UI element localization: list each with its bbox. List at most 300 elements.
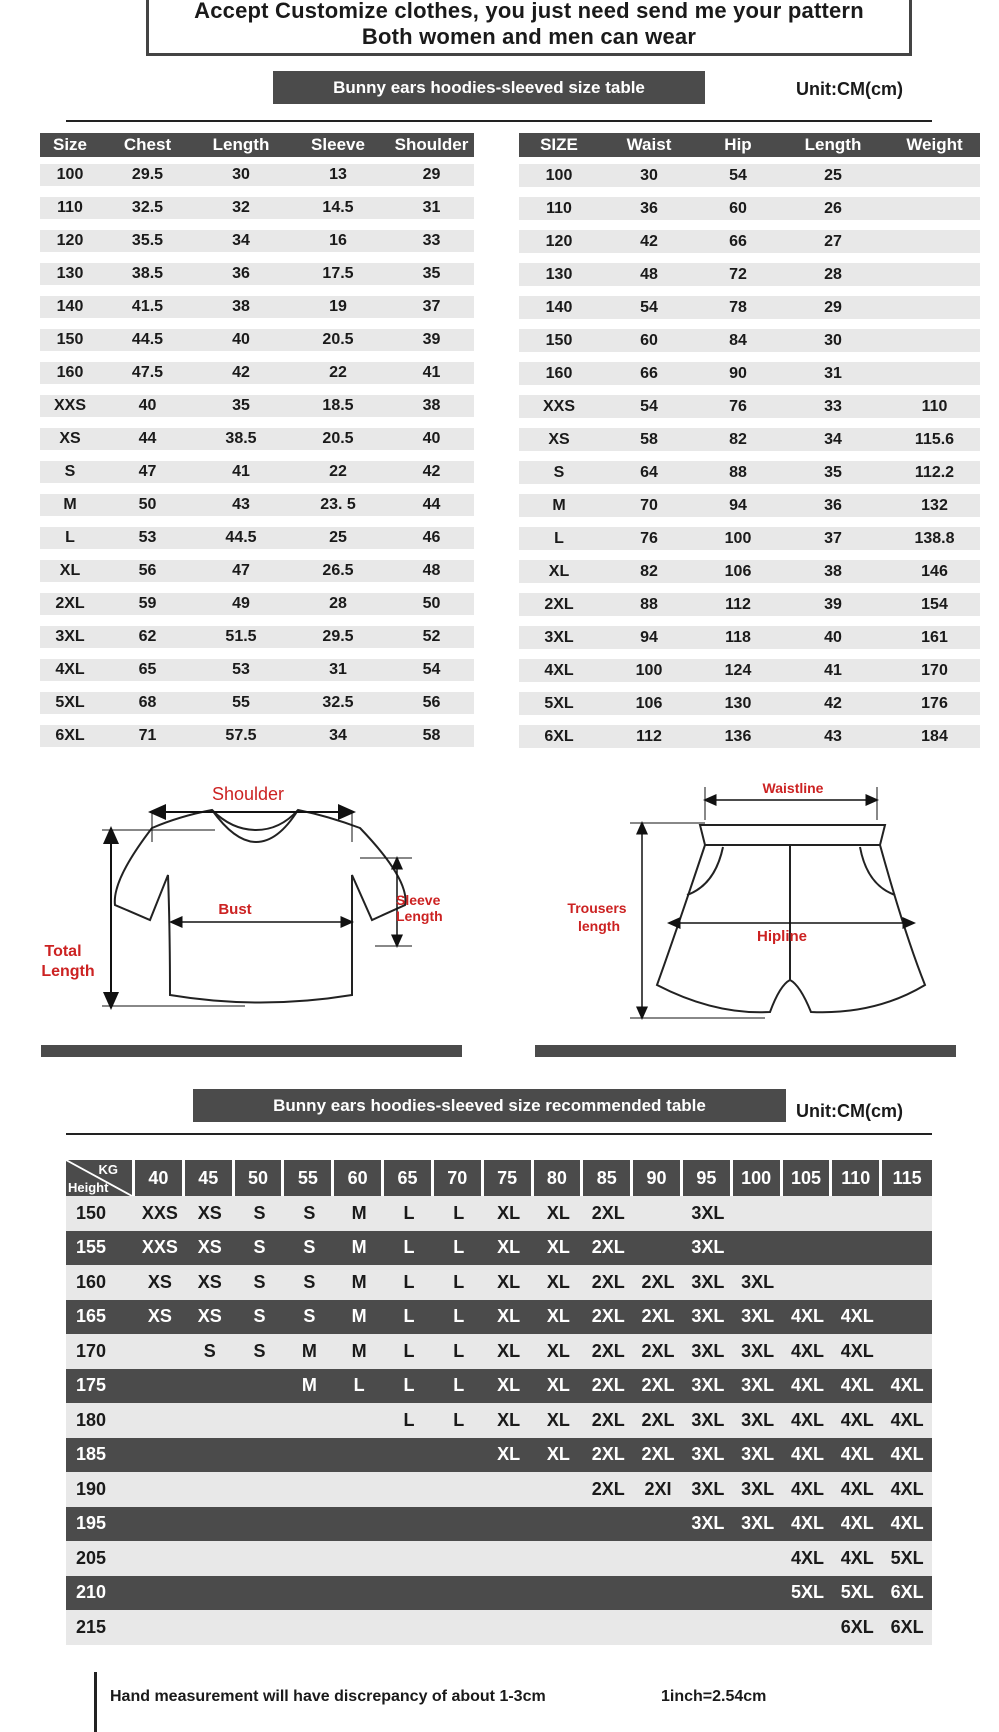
pants-table-cell xyxy=(889,355,980,388)
size-cell xyxy=(434,1507,484,1542)
pants-table-header-size: SIZE xyxy=(519,133,599,157)
height-cell: 185 xyxy=(66,1438,135,1473)
size-cell: 2XL xyxy=(633,1334,683,1369)
top-table-cell xyxy=(287,553,389,586)
top-table-cell-value: 44.5 xyxy=(100,329,195,351)
size-cell: M xyxy=(334,1334,384,1369)
pants-table-cell xyxy=(519,190,599,223)
size-cell: 4XL xyxy=(832,1472,882,1507)
top-table-cell-value: 65 xyxy=(100,659,195,681)
top-table-cell-value: 140 xyxy=(40,296,100,318)
size-cell: XL xyxy=(484,1300,534,1335)
trousers-length-label-2: length xyxy=(578,918,620,934)
pants-table-cell xyxy=(699,553,777,586)
top-table-cell xyxy=(195,355,287,388)
size-cell: 3XL xyxy=(733,1265,783,1300)
recommend-row xyxy=(66,1231,932,1266)
pants-table-cell-value: S xyxy=(519,461,599,484)
pants-table-cell xyxy=(599,355,699,388)
size-cell: L xyxy=(384,1300,434,1335)
pants-table-cell xyxy=(889,256,980,289)
top-table-row xyxy=(40,619,474,652)
pants-size-table xyxy=(519,133,980,751)
top-table-row xyxy=(40,388,474,421)
size-cell: 2XL xyxy=(583,1438,633,1473)
top-table-cell-value: 150 xyxy=(40,329,100,351)
size-cell xyxy=(334,1472,384,1507)
size-cell xyxy=(733,1541,783,1576)
hipline-label: Hipline xyxy=(757,928,808,945)
top-table-cell xyxy=(195,157,287,190)
size-cell xyxy=(135,1472,185,1507)
weight-header: 85 xyxy=(583,1160,633,1196)
size-cell: M xyxy=(284,1369,334,1404)
top-table-cell-value: 37 xyxy=(389,296,474,318)
pants-table-cell xyxy=(777,685,889,718)
pants-table-cell-value: 54 xyxy=(599,395,699,418)
pants-table-cell xyxy=(599,520,699,553)
shoulder-label: Shoulder xyxy=(211,784,285,804)
pants-table-row xyxy=(519,685,980,718)
pants-table-cell-value: 27 xyxy=(777,230,889,253)
pants-table-cell xyxy=(699,586,777,619)
pants-table-cell-value: 31 xyxy=(777,362,889,385)
size-cell: 3XL xyxy=(733,1472,783,1507)
top-table-cell xyxy=(195,454,287,487)
weight-header: 70 xyxy=(434,1160,484,1196)
top-table-cell xyxy=(287,454,389,487)
pants-table-cell-value: 3XL xyxy=(519,626,599,649)
separator-bar-left xyxy=(41,1045,462,1057)
pants-table-cell-value: 35 xyxy=(777,461,889,484)
top-table-row xyxy=(40,223,474,256)
height-cell: 160 xyxy=(66,1265,135,1300)
top-table-cell xyxy=(100,652,195,685)
pants-table-row xyxy=(519,190,980,223)
pants-table-cell xyxy=(519,157,599,190)
pants-table-cell-value: XS xyxy=(519,428,599,451)
pants-table-cell xyxy=(699,256,777,289)
size-cell: 2XL xyxy=(583,1369,633,1404)
top-table-row xyxy=(40,322,474,355)
size-cell xyxy=(135,1334,185,1369)
pants-table-cell-value: 34 xyxy=(777,428,889,451)
pants-table-cell-value xyxy=(889,164,980,187)
pants-table-row xyxy=(519,256,980,289)
size-cell: XL xyxy=(534,1231,584,1266)
top-table-row xyxy=(40,421,474,454)
pants-table-cell xyxy=(777,718,889,751)
size-cell xyxy=(484,1472,534,1507)
top-table-cell xyxy=(100,289,195,322)
top-table-cell-value: 16 xyxy=(287,230,389,252)
height-cell: 180 xyxy=(66,1403,135,1438)
size-cell: 4XL xyxy=(783,1472,833,1507)
weight-header: 55 xyxy=(284,1160,334,1196)
size-cell: L xyxy=(384,1196,434,1231)
recommend-row xyxy=(66,1472,932,1507)
top-table-cell xyxy=(100,586,195,619)
top-table-cell xyxy=(195,520,287,553)
pants-table-cell xyxy=(519,322,599,355)
pants-table-cell xyxy=(599,652,699,685)
top-table-cell-value: 4XL xyxy=(40,659,100,681)
pants-table-cell-value: 38 xyxy=(777,560,889,583)
size-cell xyxy=(733,1196,783,1231)
top-size-table xyxy=(40,133,474,751)
pants-table-cell xyxy=(519,619,599,652)
top-table-row xyxy=(40,157,474,190)
top-table-cell xyxy=(389,487,474,520)
pants-table-cell-value xyxy=(889,197,980,220)
top-table-cell xyxy=(100,355,195,388)
size-cell xyxy=(334,1541,384,1576)
top-table-cell-value: 6XL xyxy=(40,725,100,747)
weight-header: 60 xyxy=(334,1160,384,1196)
height-cell: 165 xyxy=(66,1300,135,1335)
top-table-cell-value: 31 xyxy=(389,197,474,219)
size-cell xyxy=(235,1472,285,1507)
top-table-cell-value: 33 xyxy=(389,230,474,252)
top-table-cell xyxy=(389,520,474,553)
footer-conversion: 1inch=2.54cm xyxy=(661,1688,767,1705)
top-table-cell-value: XS xyxy=(40,428,100,450)
size-cell xyxy=(882,1231,932,1266)
top-table-cell-value: 57.5 xyxy=(195,725,287,747)
pants-table-cell xyxy=(699,157,777,190)
size-cell: M xyxy=(334,1300,384,1335)
size-cell xyxy=(384,1472,434,1507)
pants-table-cell-value: XL xyxy=(519,560,599,583)
top-table-cell xyxy=(100,487,195,520)
corner-kg-label: KG xyxy=(98,1162,118,1177)
top-table-cell xyxy=(100,256,195,289)
top-table-cell xyxy=(287,487,389,520)
size-cell: 4XL xyxy=(783,1300,833,1335)
pants-table-cell-value: 54 xyxy=(599,296,699,319)
top-table-cell xyxy=(40,718,100,751)
size-cell xyxy=(135,1610,185,1645)
weight-header: 105 xyxy=(783,1160,833,1196)
size-cell xyxy=(135,1369,185,1404)
size-cell xyxy=(384,1576,434,1611)
pants-table-cell-value xyxy=(889,362,980,385)
size-cell: 4XL xyxy=(783,1369,833,1404)
header-line-2: Both women and men can wear xyxy=(361,24,697,49)
top-table-cell xyxy=(287,289,389,322)
size-cell xyxy=(882,1265,932,1300)
size-cell xyxy=(185,1507,235,1542)
pants-table-header-weight: Weight xyxy=(889,133,980,157)
size-cell xyxy=(484,1541,534,1576)
size-cell: 4XL xyxy=(783,1438,833,1473)
size-cell xyxy=(334,1507,384,1542)
size-cell xyxy=(334,1576,384,1611)
top-table-cell xyxy=(389,421,474,454)
size-cell xyxy=(434,1472,484,1507)
header-line-1: Accept Customize clothes, you just need send me your pattern xyxy=(194,0,864,23)
top-table-cell xyxy=(287,355,389,388)
top-table-cell xyxy=(195,256,287,289)
top-table-cell-value: 38.5 xyxy=(100,263,195,285)
top-table-cell-value: 56 xyxy=(389,692,474,714)
size-cell xyxy=(534,1541,584,1576)
trousers-diagram xyxy=(555,775,945,1025)
top-table-cell-value: 53 xyxy=(195,659,287,681)
size-cell xyxy=(583,1541,633,1576)
top-table-cell-value: 38 xyxy=(389,395,474,417)
pants-table-cell-value: 90 xyxy=(699,362,777,385)
pants-table-cell xyxy=(777,487,889,520)
top-table-cell xyxy=(100,520,195,553)
size-cell: L xyxy=(434,1300,484,1335)
pants-table-row xyxy=(519,421,980,454)
size-cell: L xyxy=(434,1265,484,1300)
size-cell: XS xyxy=(185,1196,235,1231)
size-cell: 4XL xyxy=(783,1507,833,1542)
size-cell xyxy=(135,1576,185,1611)
top-table-cell-value: M xyxy=(40,494,100,516)
pants-table-cell xyxy=(777,157,889,190)
pants-table-cell-value: 4XL xyxy=(519,659,599,682)
size-cell: L xyxy=(384,1403,434,1438)
size-cell xyxy=(434,1610,484,1645)
weight-header: 115 xyxy=(882,1160,932,1196)
top-table-cell xyxy=(40,388,100,421)
pants-table-cell-value: 29 xyxy=(777,296,889,319)
size-cell: 3XL xyxy=(733,1403,783,1438)
pants-table-cell-value: 112.2 xyxy=(889,461,980,484)
size-cell: XL xyxy=(484,1196,534,1231)
pants-table-cell xyxy=(599,553,699,586)
size-cell: XS xyxy=(135,1300,185,1335)
size-cell: XL xyxy=(484,1369,534,1404)
recommend-row xyxy=(66,1265,932,1300)
pants-table-cell xyxy=(599,718,699,751)
size-cell xyxy=(882,1300,932,1335)
pants-table-cell-value: 26 xyxy=(777,197,889,220)
top-table-cell-value: 32.5 xyxy=(100,197,195,219)
size-cell: 3XL xyxy=(683,1196,733,1231)
pants-table-cell-value: 100 xyxy=(599,659,699,682)
top-table-cell xyxy=(195,223,287,256)
top-table-cell xyxy=(389,355,474,388)
top-table-cell-value: 42 xyxy=(195,362,287,384)
weight-header: 50 xyxy=(235,1160,285,1196)
height-cell: 190 xyxy=(66,1472,135,1507)
pants-table-cell-value: 30 xyxy=(599,164,699,187)
top-table-cell-value: 59 xyxy=(100,593,195,615)
recommend-row xyxy=(66,1610,932,1645)
recommend-title: Bunny ears hoodies-sleeved size recommended table xyxy=(193,1089,786,1122)
size-cell xyxy=(135,1438,185,1473)
pants-table-row xyxy=(519,586,980,619)
pants-table-cell xyxy=(599,487,699,520)
pants-table-cell-value: 28 xyxy=(777,263,889,286)
size-cell: M xyxy=(334,1196,384,1231)
pants-table-cell-value: 43 xyxy=(777,725,889,748)
size-cell xyxy=(334,1403,384,1438)
top-table-cell xyxy=(287,190,389,223)
size-cell xyxy=(783,1610,833,1645)
recommend-row xyxy=(66,1196,932,1231)
pants-table-cell-value: 88 xyxy=(699,461,777,484)
size-cell xyxy=(284,1507,334,1542)
pants-table-cell-value: 76 xyxy=(599,527,699,550)
size-cell xyxy=(633,1507,683,1542)
pants-table-cell-value: L xyxy=(519,527,599,550)
pants-table-cell xyxy=(519,388,599,421)
pants-table-cell xyxy=(889,718,980,751)
top-table-cell xyxy=(389,619,474,652)
size-cell: 3XL xyxy=(683,1231,733,1266)
top-table-cell-value: 40 xyxy=(389,428,474,450)
top-table-cell-value: 29.5 xyxy=(100,164,195,186)
pants-table-cell xyxy=(777,619,889,652)
pants-table-cell-value: 118 xyxy=(699,626,777,649)
pants-table-cell xyxy=(889,619,980,652)
size-cell xyxy=(235,1369,285,1404)
top-table-cell-value: 41 xyxy=(195,461,287,483)
top-table-cell-value: 18.5 xyxy=(287,395,389,417)
shirt-outline xyxy=(115,810,406,1003)
top-table-cell xyxy=(389,718,474,751)
top-table-cell xyxy=(100,421,195,454)
size-cell: XL xyxy=(534,1334,584,1369)
trousers-waistband xyxy=(700,825,885,845)
top-table-cell xyxy=(40,223,100,256)
top-table-cell xyxy=(40,256,100,289)
top-table-cell xyxy=(40,190,100,223)
top-table-cell-value: 43 xyxy=(195,494,287,516)
top-table-cell-value: 34 xyxy=(195,230,287,252)
top-table-header-sleeve: Sleeve xyxy=(287,133,389,157)
pants-table-cell-value: 120 xyxy=(519,230,599,253)
size-cell: 5XL xyxy=(882,1541,932,1576)
top-table-cell xyxy=(389,322,474,355)
size-cell xyxy=(185,1541,235,1576)
size-cell xyxy=(633,1610,683,1645)
height-cell: 170 xyxy=(66,1334,135,1369)
size-cell xyxy=(534,1472,584,1507)
top-table-cell xyxy=(389,289,474,322)
pants-table-cell xyxy=(519,487,599,520)
size-cell: 2XL xyxy=(633,1438,683,1473)
pants-table-cell xyxy=(777,190,889,223)
pants-table-cell-value: 66 xyxy=(599,362,699,385)
top-table-row xyxy=(40,487,474,520)
pants-table-row xyxy=(519,322,980,355)
pants-table-cell xyxy=(699,322,777,355)
weight-header: 90 xyxy=(633,1160,683,1196)
pants-table-cell xyxy=(777,652,889,685)
top-table-cell xyxy=(195,487,287,520)
recommend-row xyxy=(66,1438,932,1473)
size-cell: 4XL xyxy=(882,1507,932,1542)
pants-table-cell xyxy=(889,157,980,190)
top-table-cell-value: 20.5 xyxy=(287,329,389,351)
pants-table-cell xyxy=(699,487,777,520)
pants-table-cell xyxy=(519,454,599,487)
top-table-header-shoulder: Shoulder xyxy=(389,133,474,157)
top-table-header-size: Size xyxy=(40,133,100,157)
top-table-cell xyxy=(287,256,389,289)
pants-table-cell xyxy=(519,718,599,751)
size-cell xyxy=(235,1541,285,1576)
pants-table-cell xyxy=(599,256,699,289)
size-cell: 4XL xyxy=(832,1369,882,1404)
top-table-cell xyxy=(287,586,389,619)
top-table-cell-value: XXS xyxy=(40,395,100,417)
pants-table-cell xyxy=(599,619,699,652)
size-cell xyxy=(633,1231,683,1266)
pants-table-cell-value: 136 xyxy=(699,725,777,748)
pants-table-cell-value: 130 xyxy=(699,692,777,715)
top-table-cell xyxy=(100,718,195,751)
pants-table-cell-value: 60 xyxy=(599,329,699,352)
size-cell: 2XL xyxy=(583,1334,633,1369)
size-cell xyxy=(434,1541,484,1576)
size-cell: 3XL xyxy=(733,1438,783,1473)
top-table-cell xyxy=(100,388,195,421)
top-table-cell-value: 44 xyxy=(100,428,195,450)
recommend-row xyxy=(66,1507,932,1542)
shirt-diagram xyxy=(30,770,470,1015)
size-cell: 3XL xyxy=(733,1334,783,1369)
recommend-row xyxy=(66,1369,932,1404)
pants-table-cell-value: 130 xyxy=(519,263,599,286)
pants-table-cell-value: 110 xyxy=(889,395,980,418)
pants-table-cell-value xyxy=(889,230,980,253)
pants-table-cell xyxy=(699,289,777,322)
pants-table-cell-value: 106 xyxy=(699,560,777,583)
top-table-cell xyxy=(40,355,100,388)
pants-table-cell-value xyxy=(889,329,980,352)
size-cell: S xyxy=(284,1265,334,1300)
top-table-cell xyxy=(40,619,100,652)
recommend-row xyxy=(66,1300,932,1335)
top-table-cell xyxy=(40,421,100,454)
top-table-cell-value: 17.5 xyxy=(287,263,389,285)
size-cell xyxy=(783,1196,833,1231)
recommend-row xyxy=(66,1576,932,1611)
size-cell: S xyxy=(284,1196,334,1231)
top-table-cell-value: 22 xyxy=(287,461,389,483)
pants-table-row xyxy=(519,454,980,487)
size-cell: S xyxy=(284,1231,334,1266)
size-table-title: Bunny ears hoodies-sleeved size table xyxy=(273,71,705,104)
top-table-cell-value: 71 xyxy=(100,725,195,747)
size-cell xyxy=(384,1438,434,1473)
size-cell: 4XL xyxy=(832,1334,882,1369)
top-table-cell-value: 14.5 xyxy=(287,197,389,219)
pants-table-row xyxy=(519,652,980,685)
size-cell xyxy=(185,1472,235,1507)
top-table-cell xyxy=(100,685,195,718)
bust-label: Bust xyxy=(218,901,252,918)
pants-table-cell-value: 66 xyxy=(699,230,777,253)
total-length-label-2: Length xyxy=(41,963,95,980)
top-table-cell xyxy=(40,553,100,586)
top-table-row xyxy=(40,289,474,322)
top-table-cell-value: 35 xyxy=(195,395,287,417)
size-cell xyxy=(633,1541,683,1576)
top-table-cell-value: 40 xyxy=(100,395,195,417)
size-cell: 3XL xyxy=(683,1403,733,1438)
pants-table-header-length: Length xyxy=(777,133,889,157)
pants-table-cell-value: 106 xyxy=(599,692,699,715)
size-cell: S xyxy=(284,1300,334,1335)
